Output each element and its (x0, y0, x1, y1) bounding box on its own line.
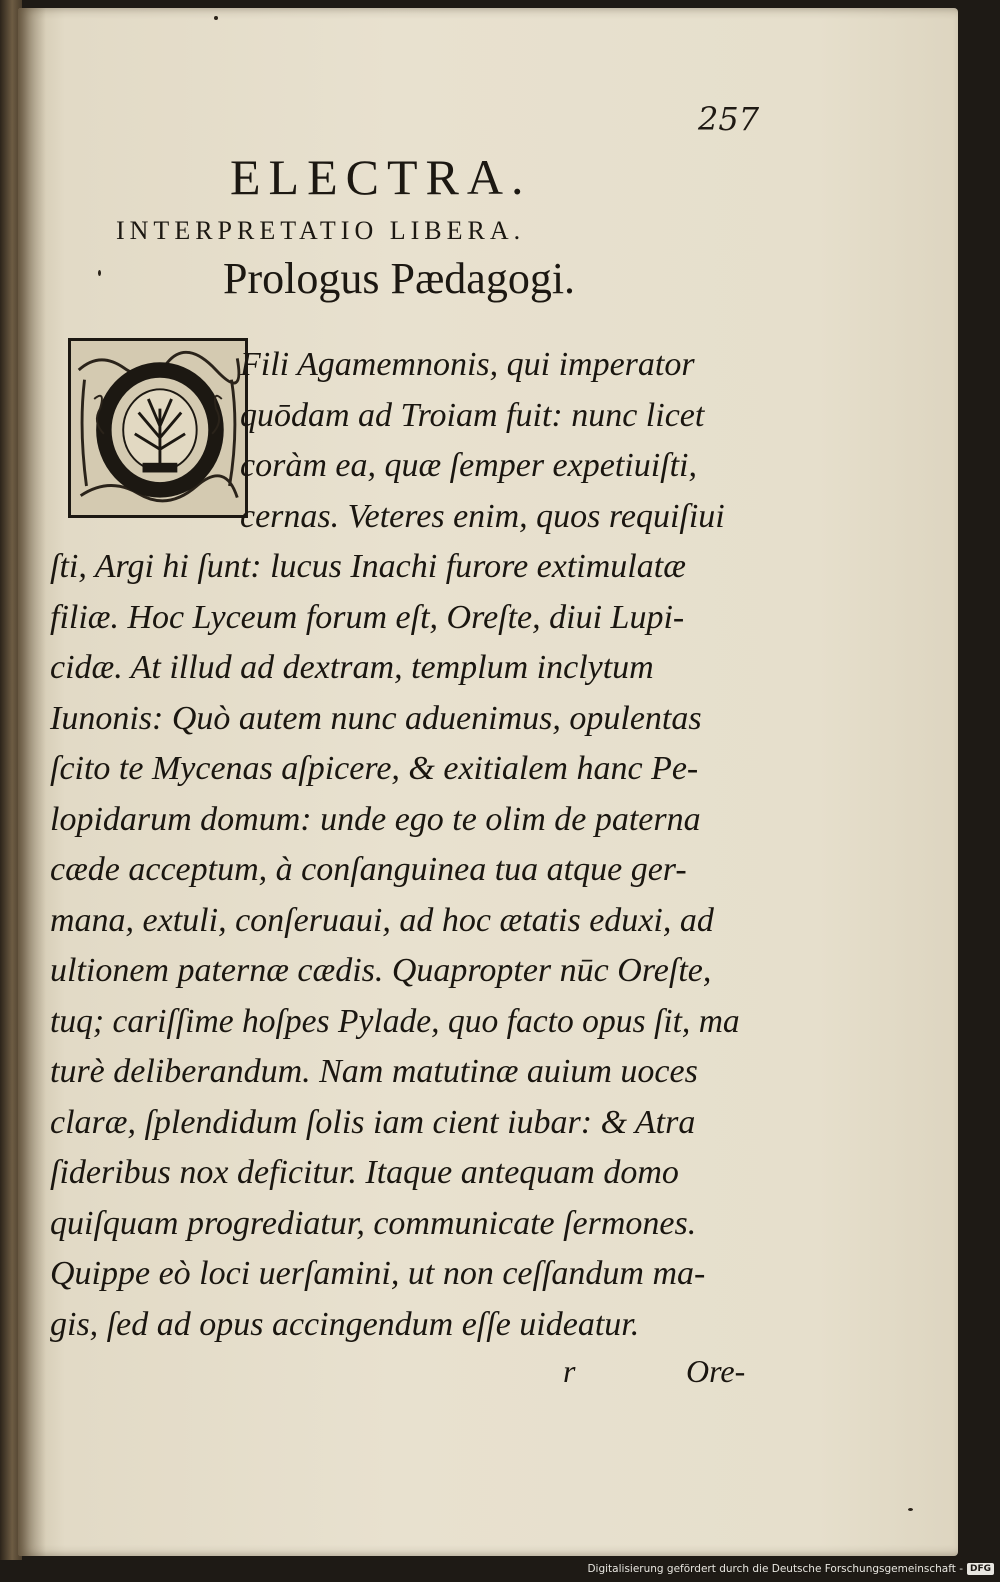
text-line: ſideribus nox deficitur. Itaque antequam domo (50, 1154, 679, 1191)
page-title: ELECTRA. (230, 149, 532, 205)
text-line: Fili Agamemnonis, qui imperator (240, 346, 695, 383)
catchword: Ore- (686, 1353, 746, 1389)
section-heading: Prologus Pædagogi. (223, 254, 576, 303)
text-line: ſcito te Mycenas aſpicere, & exitialem hanc Pe- (50, 750, 699, 787)
signature-mark: r (563, 1353, 576, 1389)
text-line: gis, ſed ad opus accingendum eſſe uideatur. (50, 1305, 640, 1343)
digitization-credit (587, 1560, 994, 1578)
paper-speck (908, 1508, 913, 1511)
text-line: tuq; cariſſime hoſpes Pylade, quo facto opus ſit, ma (50, 1002, 740, 1040)
text-line: cidæ. At illud ad dextram, templum inclytum (50, 649, 654, 686)
text-line: turè deliberandum. Nam matutinæ auium uoces (50, 1053, 698, 1090)
text-line: ſti, Argi hi ſunt: lucus Inachi furore extimulatæ (50, 548, 686, 585)
text-line: quiſquam progrediatur, communicate ſermones. (50, 1204, 697, 1242)
page-number: 257 (698, 100, 760, 138)
ornament-initial-icon (71, 341, 245, 515)
text-line: mana, extuli, conſeruaui, ad hoc ætatis eduxi, ad (50, 901, 714, 939)
text-line: coràm ea, quæ ſemper expetiuiſti, (240, 447, 698, 484)
decorated-initial-o (68, 338, 248, 518)
text-line: filiæ. Hoc Lyceum forum eſt, Oreſte, diui Lupi- (50, 598, 685, 636)
text-line: lopidarum domum: unde ego te olim de paterna (50, 800, 701, 838)
text-line: Quippe eò loci uerſamini, ut non ceſſandum ma- (50, 1255, 706, 1292)
paper-speck (98, 270, 101, 276)
text-line: ultionem paternæ cædis. Quapropter nūc Oreſte, (50, 952, 712, 989)
credit-text: Digitalisierung gefördert durch die Deutsche Forschungsgemeinschaft - (587, 1563, 963, 1575)
book-page (18, 8, 958, 1556)
text-line: Iunonis: Quò autem nunc aduenimus, opulentas (50, 699, 702, 737)
page-subtitle: INTERPRETATIO LIBERA. (116, 216, 526, 245)
dfg-logo: DFG (967, 1563, 994, 1575)
text-line: claræ, ſplendidum ſolis iam cient iubar: & Atra (50, 1103, 696, 1141)
paper-speck (214, 16, 218, 20)
text-line: cæde acceptum, à conſanguinea tua atque ger- (50, 851, 687, 888)
page-gutter-shadow (18, 8, 46, 1556)
text-line: cernas. Veteres enim, quos requiſiui (240, 497, 725, 535)
text-line: quōdam ad Troiam fuit: nunc licet (240, 396, 705, 434)
